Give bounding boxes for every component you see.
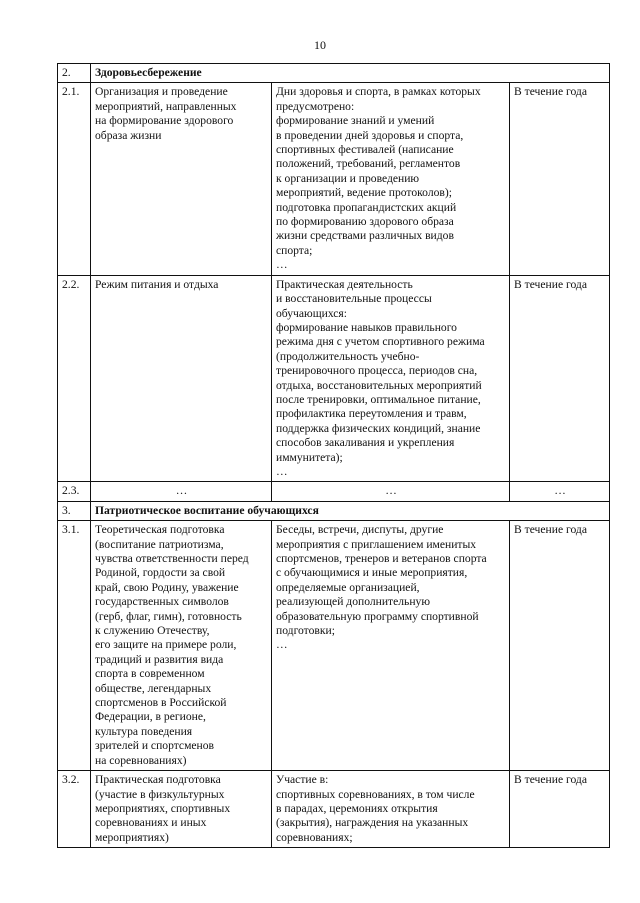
table-row [58, 83, 610, 275]
section-number: 3. [58, 501, 91, 520]
cell-line: предусмотрено: [276, 99, 355, 113]
row-content [272, 521, 510, 771]
cell-line: мероприятий, направленных [95, 99, 237, 113]
section-row [58, 64, 610, 83]
cell-line: спортивных соревнованиях, в том числе [276, 787, 475, 801]
cell-line: Федерации, в регионе, [95, 710, 206, 724]
cell-line: иммунитета); [276, 450, 343, 464]
cell-line: Участие в: [276, 773, 329, 787]
cell-line: зрителей и спортсменов [95, 739, 215, 753]
cell-line: после тренировки, оптимальное питание, [276, 392, 481, 406]
cell-line: Режим питания и отдыха [95, 277, 219, 291]
cell-line: спортсменов в Российской [95, 696, 227, 710]
cell-line: по формированию здорового образа [276, 215, 454, 229]
cell-line: к организации и проведению [276, 171, 420, 185]
row-topic [91, 771, 272, 848]
row-topic [91, 83, 272, 275]
cell-line: спортсменов, тренеров и ветеранов спорта [276, 552, 487, 565]
cell-line: формирование знаний и умений [276, 114, 435, 128]
cell-line: образа жизни [95, 128, 162, 142]
row-term: В течение года [510, 521, 610, 771]
cell-line: положений, требований, регламентов [276, 157, 461, 171]
table-row [58, 275, 610, 482]
cell-line: (герб, флаг, гимн), готовность [95, 609, 242, 623]
cell-line: подготовки; [276, 624, 335, 638]
cell-line: спортивных фестивалей (написание [276, 143, 454, 157]
cell-line: реализующей дополнительную [276, 595, 430, 609]
cell-line: (закрытия), награждения на указанных [276, 816, 469, 830]
cell-line: культура поведения [95, 724, 193, 738]
row-content [272, 83, 510, 275]
cell-line: … [175, 484, 188, 498]
cell-line: к служению Отечеству, [95, 624, 210, 638]
cell-line: … [385, 484, 397, 498]
cell-line: профилактика переутомления и травм, [276, 407, 467, 421]
row-number: 2.1. [58, 83, 91, 275]
cell-line: обществе, легендарных [95, 681, 212, 695]
table-row [58, 521, 610, 771]
row-term: В течение года [510, 275, 610, 482]
cell-line: … [276, 464, 288, 478]
cell-line: с обучающимися и иные мероприятия, [276, 566, 468, 580]
cell-line: государственных символов [95, 595, 229, 609]
section-number: 2. [58, 64, 91, 83]
row-number: 3.1. [58, 521, 91, 771]
events-table [57, 63, 610, 848]
section-title: Патриотическое воспитание обучающихся [91, 501, 610, 520]
cell-line: подготовка пропагандистских акций [276, 200, 457, 214]
cell-line: поддержка физических кондиций, знание [276, 421, 481, 435]
cell-line: мероприятиях) [95, 830, 169, 844]
cell-line: (участие в физкультурных [95, 787, 225, 801]
row-number: 2.2. [58, 275, 91, 482]
cell-line: жизни средствами различных видов [276, 229, 454, 243]
cell-line: в проведении дней здоровья и спорта, [276, 128, 464, 142]
cell-line: спорта; [276, 243, 313, 257]
cell-line: Родиной, гордости за свой [95, 566, 226, 580]
cell-line: мероприятий, ведение протоколов); [276, 186, 452, 200]
cell-line: … [276, 638, 288, 652]
row-number: 2.3. [58, 482, 91, 501]
cell-line: обучающихся: [276, 306, 347, 320]
cell-line: край, свою Родину, уважение [95, 580, 239, 594]
cell-line: формирование навыков правильного [276, 320, 457, 334]
cell-line: (продолжительность учебно- [276, 349, 420, 363]
row-number: 3.2. [58, 771, 91, 848]
section-row [58, 501, 610, 520]
cell-line: соревнованиях и иных [95, 816, 207, 830]
cell-line: традиций и развития вида [95, 652, 224, 666]
row-topic [91, 275, 272, 482]
cell-line: чувства ответственности перед [95, 552, 249, 565]
cell-line: Практическая деятельность [276, 277, 413, 291]
row-content [272, 771, 510, 848]
cell-line: соревнованиях; [276, 830, 353, 844]
cell-line: … [276, 258, 288, 272]
row-term: … [510, 482, 610, 501]
row-topic [91, 482, 272, 501]
cell-line: спорта в современном [95, 667, 205, 681]
cell-line: способов закаливания и укрепления [276, 436, 455, 450]
cell-line: режима дня с учетом спортивного режима [276, 335, 485, 349]
cell-line: определяемые организацией, [276, 580, 420, 594]
cell-line: в парадах, церемониях открытия [276, 801, 438, 815]
cell-line: Беседы, встречи, диспуты, другие [276, 523, 444, 537]
page-number: 10 [314, 38, 326, 52]
cell-line: мероприятиях, спортивных [95, 801, 231, 815]
cell-line: мероприятия с приглашением именитых [276, 537, 477, 551]
cell-line: на соревнованиях) [95, 753, 187, 767]
cell-line: и восстановительные процессы [276, 292, 432, 306]
cell-line: (воспитание патриотизма, [95, 537, 224, 551]
section-title: Здоровьесбережение [91, 64, 610, 83]
cell-line: на формирование здорового [95, 114, 234, 128]
cell-line: Организация и проведение [95, 85, 228, 99]
row-topic [91, 521, 272, 771]
table-row [58, 771, 610, 848]
row-content [272, 275, 510, 482]
cell-line: тренировочного процесса, периодов сна, [276, 364, 478, 378]
cell-line: Дни здоровья и спорта, в рамках которых [276, 85, 481, 99]
cell-line: его защите на примере роли, [95, 638, 237, 652]
cell-line: образовательную программу спортивной [276, 609, 479, 623]
table-row [58, 482, 610, 501]
row-term: В течение года [510, 83, 610, 275]
row-term: В течение года [510, 771, 610, 848]
cell-line: Теоретическая подготовка [95, 523, 225, 537]
cell-line: отдыха, восстановительных мероприятий [276, 378, 482, 392]
row-content [272, 482, 510, 501]
cell-line: Практическая подготовка [95, 773, 221, 787]
